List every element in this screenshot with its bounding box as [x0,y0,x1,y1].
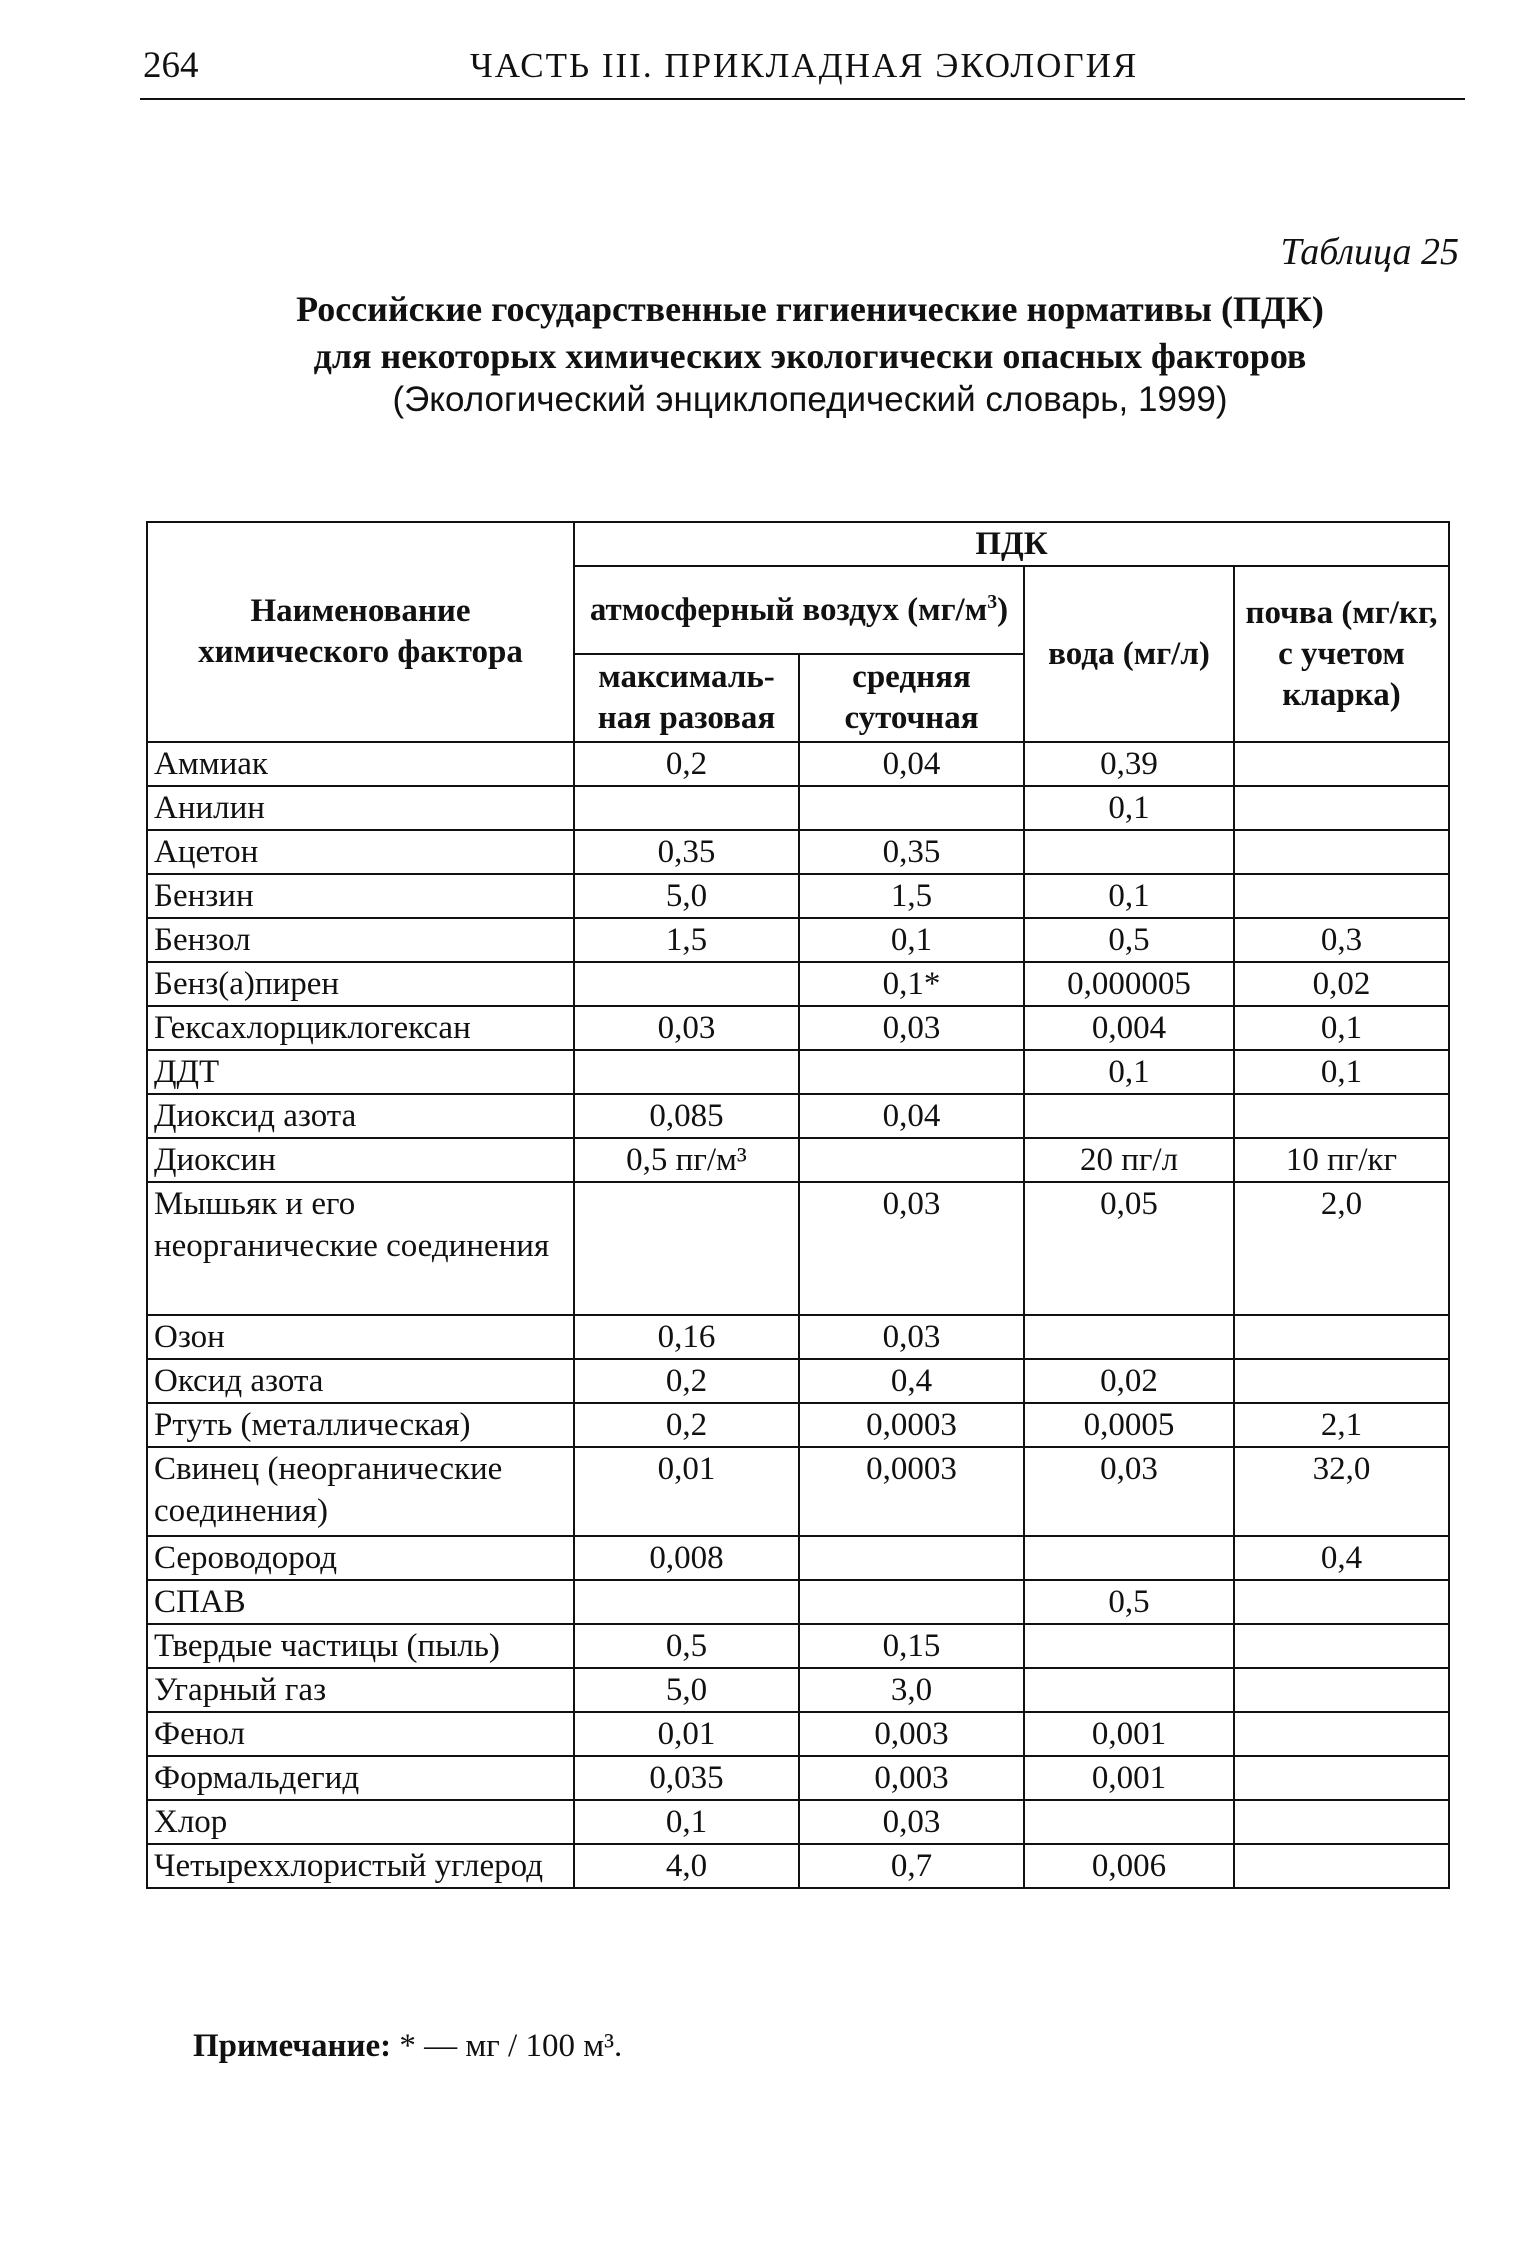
max-single-cell [574,1050,799,1094]
chemical-name-cell: Бензол [147,918,574,962]
chemical-name-cell: Озон [147,1315,574,1359]
chemical-name-cell: Сероводород [147,1536,574,1580]
max-single-cell [574,962,799,1006]
avg-daily-cell: 0,04 [799,1094,1024,1138]
avg-daily-cell: 1,5 [799,874,1024,918]
table-row [147,1756,1449,1800]
soil-cell [1234,1756,1449,1800]
avg-daily-cell [799,786,1024,830]
soil-cell [1234,1800,1449,1844]
chemical-name-cell: Формальдегид [147,1756,574,1800]
table-row [147,1315,1449,1359]
water-cell: 0,05 [1024,1182,1234,1315]
soil-cell [1234,1094,1449,1138]
header-air-prefix: атмосферный воздух (мг/м [589,591,988,628]
max-single-cell: 0,03 [574,1006,799,1050]
table-row [147,962,1449,1006]
soil-cell: 2,1 [1234,1403,1449,1447]
header-name: Наименование химического фактора [147,522,574,742]
table-note [193,2028,622,2065]
max-single-cell: 1,5 [574,918,799,962]
avg-daily-cell: 0,4 [799,1359,1024,1403]
soil-cell [1234,1844,1449,1888]
avg-daily-cell: 0,15 [799,1624,1024,1668]
soil-cell: 0,4 [1234,1536,1449,1580]
soil-cell [1234,1580,1449,1624]
max-single-cell: 0,008 [574,1536,799,1580]
water-cell: 0,1 [1024,786,1234,830]
table-row [147,918,1449,962]
max-single-cell: 5,0 [574,1668,799,1712]
chemical-name-cell: Фенол [147,1712,574,1756]
soil-cell [1234,1712,1449,1756]
water-cell: 0,1 [1024,1050,1234,1094]
chemical-name-cell: Анилин [147,786,574,830]
chemical-name-cell: Хлор [147,1800,574,1844]
table-body [147,742,1449,1888]
chemical-name-cell: Свинец (неорганические соединения) [147,1447,574,1536]
water-cell: 0,0005 [1024,1403,1234,1447]
chemical-name-cell: Диоксин [147,1138,574,1182]
page-header [140,40,1465,100]
chemical-name-cell: Угарный газ [147,1668,574,1712]
table-label: Таблица 25 [1280,231,1459,273]
soil-cell: 0,1 [1234,1050,1449,1094]
avg-daily-cell: 0,003 [799,1712,1024,1756]
max-single-cell [574,1182,799,1315]
water-cell: 0,02 [1024,1359,1234,1403]
avg-daily-cell [799,1536,1024,1580]
max-single-cell: 0,35 [574,830,799,874]
soil-cell [1234,1624,1449,1668]
avg-daily-cell: 0,0003 [799,1403,1024,1447]
soil-cell [1234,874,1449,918]
water-cell [1024,1624,1234,1668]
avg-daily-cell: 0,03 [799,1800,1024,1844]
soil-cell [1234,786,1449,830]
chemical-name-cell: Диоксид азота [147,1094,574,1138]
soil-cell: 0,1 [1234,1006,1449,1050]
table-row [147,786,1449,830]
soil-cell [1234,1315,1449,1359]
table-row [147,1403,1449,1447]
avg-daily-cell [799,1050,1024,1094]
water-cell: 0,03 [1024,1447,1234,1536]
max-single-cell: 0,1 [574,1800,799,1844]
table-title-line-1: Российские государственные гигиенические нормативы (ПДК) [296,289,1324,329]
water-cell: 0,001 [1024,1712,1234,1756]
avg-daily-cell: 0,03 [799,1006,1024,1050]
chemical-name-cell: Бенз(а)пирен [147,962,574,1006]
water-cell: 20 пг/л [1024,1138,1234,1182]
water-cell: 0,1 [1024,874,1234,918]
max-single-cell [574,1580,799,1624]
water-cell: 0,5 [1024,918,1234,962]
table-row [147,1800,1449,1844]
max-single-cell: 5,0 [574,874,799,918]
chemical-name-cell: СПАВ [147,1580,574,1624]
pdk-table [146,521,1450,1889]
table-row [147,742,1449,786]
max-single-cell: 0,16 [574,1315,799,1359]
table-row [147,1094,1449,1138]
max-single-cell: 4,0 [574,1844,799,1888]
header-max-single: максималь-ная разовая [574,654,799,742]
max-single-cell: 0,01 [574,1447,799,1536]
table-row [147,874,1449,918]
soil-cell: 2,0 [1234,1182,1449,1315]
header-water: вода (мг/л) [1024,566,1234,742]
chemical-name-cell: Четыреххлористый углерод [147,1844,574,1888]
max-single-cell: 0,5 [574,1624,799,1668]
header-pdk: ПДК [574,522,1449,566]
soil-cell [1234,742,1449,786]
avg-daily-cell [799,1580,1024,1624]
avg-daily-cell: 0,04 [799,742,1024,786]
table-row [147,1006,1449,1050]
table-row [147,1138,1449,1182]
avg-daily-cell: 0,03 [799,1182,1024,1315]
table-row [147,1624,1449,1668]
soil-cell: 0,02 [1234,962,1449,1006]
note-label: Примечание: [193,2028,392,2064]
max-single-cell: 0,2 [574,1403,799,1447]
water-cell [1024,1536,1234,1580]
avg-daily-cell: 0,35 [799,830,1024,874]
chemical-name-cell: Гексахлорциклогексан [147,1006,574,1050]
avg-daily-cell [799,1138,1024,1182]
avg-daily-cell: 3,0 [799,1668,1024,1712]
chemical-name-cell: Аммиак [147,742,574,786]
soil-cell: 0,3 [1234,918,1449,962]
water-cell [1024,830,1234,874]
soil-cell [1234,830,1449,874]
header-air-sup: 3 [987,590,998,613]
max-single-cell: 0,2 [574,742,799,786]
table-row [147,1844,1449,1888]
chemical-name-cell: Ртуть (металлическая) [147,1403,574,1447]
water-cell [1024,1094,1234,1138]
table-title-line-2: для некоторых химических экологически опасных факторов [313,336,1307,376]
table-row [147,830,1449,874]
table-row [147,1050,1449,1094]
avg-daily-cell: 0,1 [799,918,1024,962]
water-cell: 0,006 [1024,1844,1234,1888]
chemical-name-cell: ДДТ [147,1050,574,1094]
water-cell: 0,000005 [1024,962,1234,1006]
table-row [147,1580,1449,1624]
max-single-cell: 0,035 [574,1756,799,1800]
avg-daily-cell: 0,03 [799,1315,1024,1359]
water-cell [1024,1800,1234,1844]
header-air [574,566,1024,654]
water-cell [1024,1668,1234,1712]
running-head: ЧАСТЬ III. ПРИКЛАДНАЯ ЭКОЛОГИЯ [470,46,1139,85]
chemical-name-cell: Ацетон [147,830,574,874]
soil-cell [1234,1359,1449,1403]
header-soil: почва (мг/кг, с учетом кларка) [1234,566,1449,742]
table-subtitle: (Экологический энциклопедический словарь, 1999) [392,380,1228,419]
max-single-cell: 0,01 [574,1712,799,1756]
water-cell [1024,1315,1234,1359]
table-row [147,1712,1449,1756]
avg-daily-cell: 0,7 [799,1844,1024,1888]
table-row [147,1668,1449,1712]
water-cell: 0,39 [1024,742,1234,786]
max-single-cell [574,786,799,830]
avg-daily-cell: 0,003 [799,1756,1024,1800]
table-row [147,1182,1449,1315]
note-text: * — мг / 100 м³. [391,2028,623,2064]
soil-cell: 10 пг/кг [1234,1138,1449,1182]
avg-daily-cell: 0,1* [799,962,1024,1006]
max-single-cell: 0,5 пг/м³ [574,1138,799,1182]
max-single-cell: 0,085 [574,1094,799,1138]
water-cell: 0,5 [1024,1580,1234,1624]
water-cell: 0,004 [1024,1006,1234,1050]
chemical-name-cell: Мышьяк и его неорганические соединения [147,1182,574,1315]
header-air-suffix: ) [997,591,1009,628]
page-number: 264 [143,45,199,86]
chemical-name-cell: Бензин [147,874,574,918]
max-single-cell: 0,2 [574,1359,799,1403]
soil-cell [1234,1668,1449,1712]
header-avg-daily: средняя суточная [799,654,1024,742]
table-row [147,1447,1449,1536]
avg-daily-cell: 0,0003 [799,1447,1024,1536]
chemical-name-cell: Твердые частицы (пыль) [147,1624,574,1668]
water-cell: 0,001 [1024,1756,1234,1800]
soil-cell: 32,0 [1234,1447,1449,1536]
table-row [147,1359,1449,1403]
chemical-name-cell: Оксид азота [147,1359,574,1403]
table-row [147,1536,1449,1580]
